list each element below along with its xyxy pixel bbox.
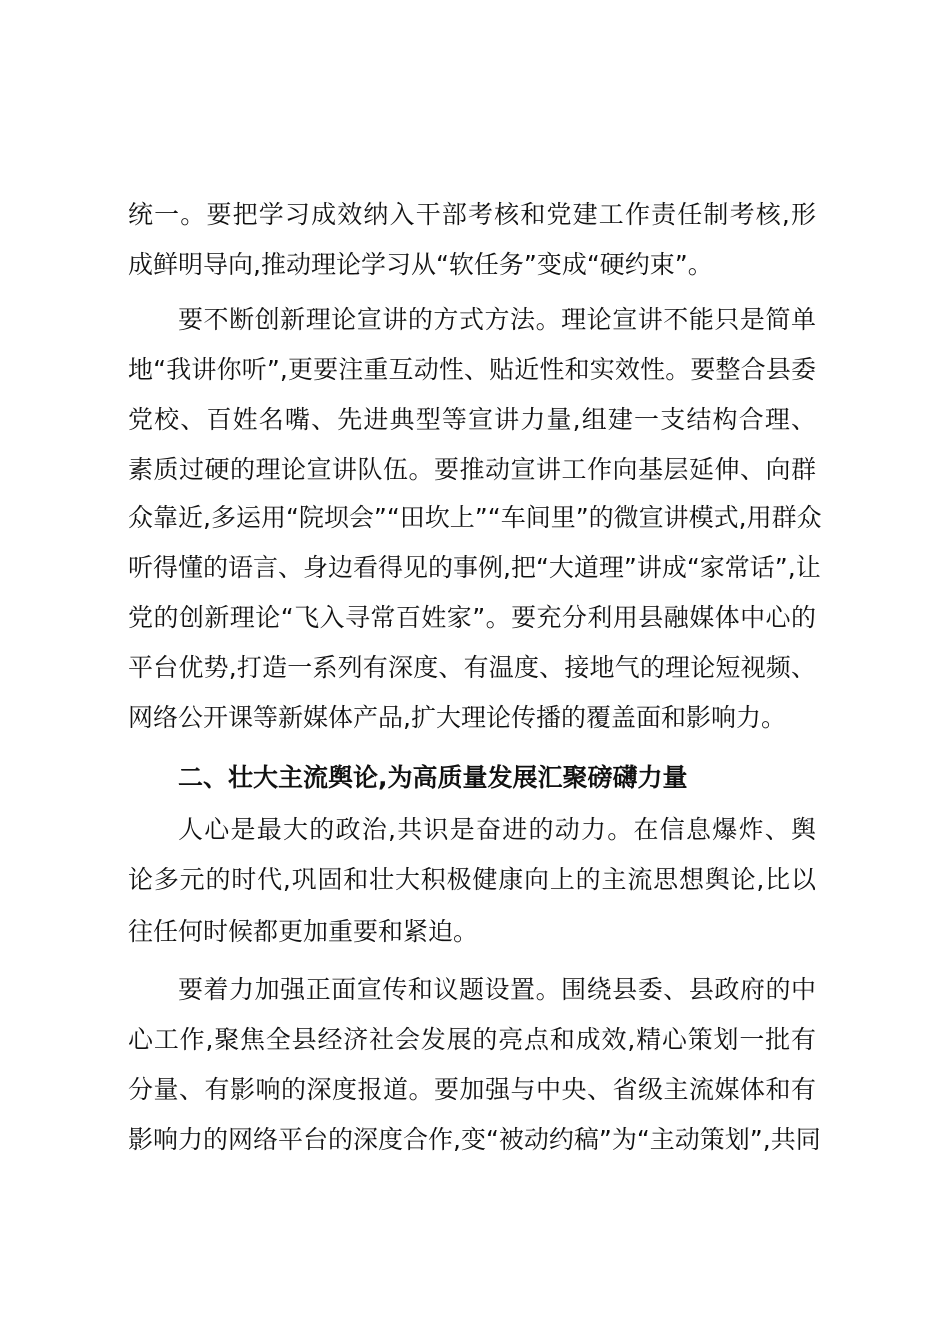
paragraph-line: 分量、有影响的深度报道。要加强与中央、省级主流媒体和有 [128,1075,816,1104]
paragraph-line: 地“我讲你听”,更要注重互动性、贴近性和实效性。要整合县委 [128,355,816,384]
paragraph-line: 论多元的时代,巩固和壮大积极健康向上的主流思想舆论,比以 [128,865,816,894]
paragraph-line: 党校、百姓名嘴、先进典型等宣讲力量,组建一支结构合理、 [128,405,816,434]
paragraph-line: 统一。要把学习成效纳入干部考核和党建工作责任制考核,形 [128,200,816,229]
paragraph-line: 往任何时候都更加重要和紧迫。 [128,917,479,946]
paragraph-line: 成鲜明导向,推动理论学习从“软任务”变成“硬约束”。 [128,250,713,279]
paragraph-line: 人心是最大的政治,共识是奋进的动力。在信息爆炸、舆 [178,815,816,844]
paragraph-line: 网络公开课等新媒体产品,扩大理论传播的覆盖面和影响力。 [128,703,786,732]
paragraph-line: 心工作,聚焦全县经济社会发展的亮点和成效,精心策划一批有 [128,1025,816,1054]
paragraph-line: 党的创新理论“飞入寻常百姓家”。要充分利用县融媒体中心的 [128,603,816,632]
paragraph-line: 素质过硬的理论宣讲队伍。要推动宣讲工作向基层延伸、向群 [128,455,816,484]
paragraph-line: 听得懂的语言、身边看得见的事例,把“大道理”讲成“家常话”,让 [128,553,821,582]
section-heading: 二、壮大主流舆论,为高质量发展汇聚磅礴力量 [178,763,688,792]
paragraph-line: 要着力加强正面宣传和议题设置。围绕县委、县政府的中 [178,975,816,1004]
paragraph-line: 要不断创新理论宣讲的方式方法。理论宣讲不能只是简单 [178,305,816,334]
paragraph-line: 影响力的网络平台的深度合作,变“被动约稿”为“主动策划”,共同 [128,1125,821,1154]
paragraph-line: 众靠近,多运用“院坝会”“田坎上”“车间里”的微宣讲模式,用群众 [128,503,822,532]
paragraph-line: 平台优势,打造一系列有深度、有温度、接地气的理论短视频、 [128,653,816,682]
